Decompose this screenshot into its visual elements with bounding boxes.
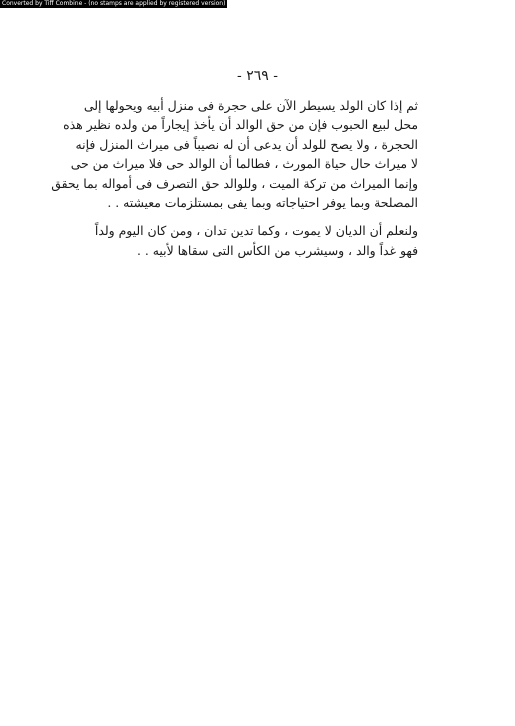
text-line: محل لبيع الحبوب فإن من حق الوالد أن يأخذ إيجاراً من ولده نظير هذه (63, 117, 418, 133)
converter-banner: Converted by Tiff Combine - (no stamps are applied by registered version) (2, 0, 226, 7)
text-line: فهو غداً والد ، وسيشرب من الكأس التى سقاها لأبيه . . (137, 242, 418, 258)
text-line: الحجرة ، ولا يصح للولد أن يدعى أن له نصيباً فى ميراث المنزل فإنه (75, 136, 418, 152)
text-line: المصلحة وبما يوفر احتياجاته وبما يفى بمستلزمات معيشته . . (107, 194, 418, 210)
text-line: ثم إذا كان الولد يسيطر الآن على حجرة فى منزل أبيه ويحولها إلى (83, 98, 418, 113)
text-line: لا ميراث حال حياة المورث ، فطالما أن الوالد حى فلا ميراث من حى (70, 156, 418, 172)
paragraph (94, 221, 418, 260)
text-line: ولنعلم أن الديان لا يموت ، وكما تدين تدان ، ومن كان اليوم ولداً (94, 223, 418, 239)
paragraph (51, 96, 418, 212)
page-number: - ٢٦٩ - (237, 68, 278, 84)
paragraph-gap (100, 212, 418, 221)
body-text (51, 96, 418, 260)
text-line: وإنما الميراث من تركة الميت ، وللوالد حق التصرف فى أمواله بما يحقق (51, 175, 418, 191)
